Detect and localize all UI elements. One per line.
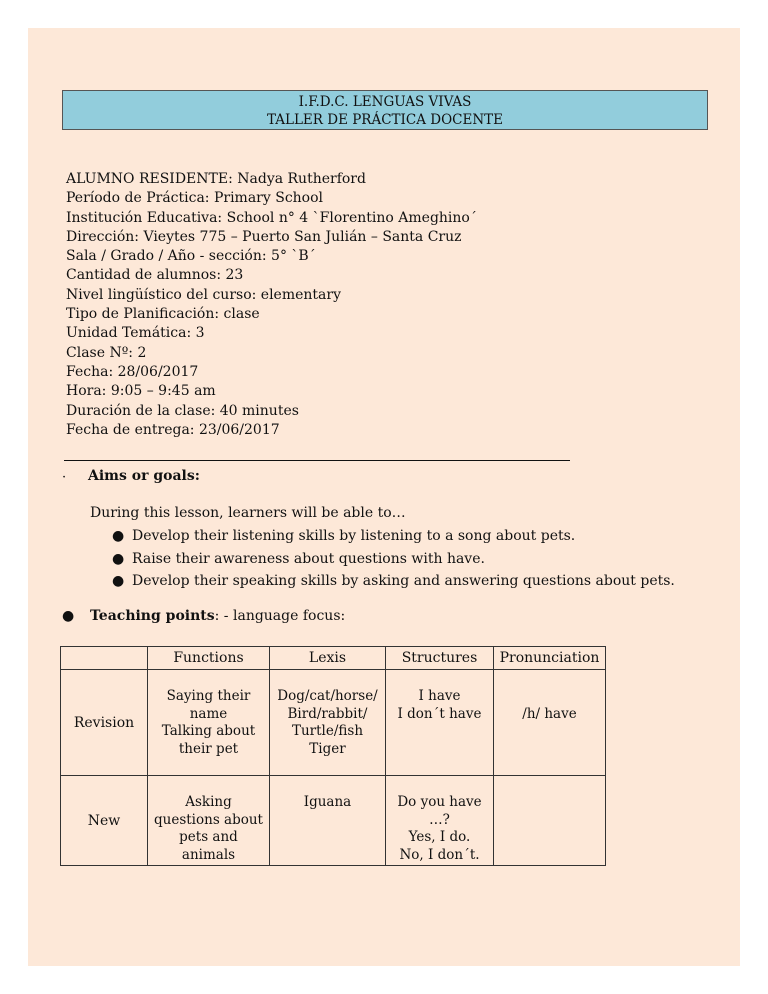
table-header-cell xyxy=(61,647,148,670)
info-line: Fecha: 28/06/2017 xyxy=(66,363,199,380)
info-line: Duración de la clase: 40 minutes xyxy=(66,402,299,419)
table-cell: Dog/cat/horse/ Bird/rabbit/ Turtle/fish Tiger xyxy=(270,670,386,776)
language-focus-table xyxy=(60,646,606,866)
table-cell: /h/ have xyxy=(494,670,606,776)
info-line: Período de Práctica: Primary School xyxy=(66,190,324,207)
table-row xyxy=(61,776,606,866)
table-cell: Saying their name Talking about their pet xyxy=(148,670,270,776)
row-label: New xyxy=(61,776,148,866)
table-header-cell: Functions xyxy=(148,647,270,670)
info-line: Unidad Temática: 3 xyxy=(66,325,205,342)
bullet-icon: ● xyxy=(112,573,125,589)
aim-item: ● Develop their listening skills by listening to a song about pets. xyxy=(112,525,675,548)
aims-list xyxy=(112,525,675,593)
table-row xyxy=(61,670,606,776)
bullet-icon: ● xyxy=(62,608,75,624)
table-cell: Iguana xyxy=(270,776,386,866)
bullet-icon: ● xyxy=(112,550,125,567)
teaching-points-focus: : - language focus: xyxy=(214,608,346,624)
institution-name: I.F.D.C. LENGUAS VIVAS xyxy=(298,94,472,110)
horizontal-rule xyxy=(64,460,570,461)
table-cell: I have I don´t have xyxy=(386,670,494,776)
info-line: ALUMNO RESIDENTE: Nadya Rutherford xyxy=(66,171,366,187)
row-label: Revision xyxy=(61,670,148,776)
info-line: Nivel lingüístico del curso: elementary xyxy=(66,286,341,303)
aims-intro: During this lesson, learners will be able to… xyxy=(90,505,406,521)
table-header-cell: Pronunciation xyxy=(494,647,606,670)
table-cell: Asking questions about pets and animals xyxy=(148,776,270,866)
teaching-points-line xyxy=(62,608,345,624)
table-header-row xyxy=(61,647,606,670)
info-line: Fecha de entrega: 23/06/2017 xyxy=(66,421,280,438)
bullet-icon: ● xyxy=(112,528,125,544)
info-line: Dirección: Vieytes 775 – Puerto San Julián – Santa Cruz xyxy=(66,228,462,245)
aim-item: ● Raise their awareness about questions with have. xyxy=(112,548,675,571)
aim-item: ● Develop their speaking skills by asking and answering questions about pets. xyxy=(112,570,675,593)
lesson-info-block xyxy=(66,170,477,440)
info-line: Institución Educativa: School n° 4 `Florentino Ameghino´ xyxy=(66,209,477,226)
aims-heading: Aims or goals: xyxy=(88,468,200,484)
teaching-points-label: Teaching points xyxy=(90,608,215,624)
info-line: Hora: 9:05 – 9:45 am xyxy=(66,383,216,400)
table-header-cell: Structures xyxy=(386,647,494,670)
info-line: Sala / Grado / Año - sección: 5° `B´ xyxy=(66,248,316,265)
workshop-name: TALLER DE PRÁCTICA DOCENTE xyxy=(266,112,503,128)
aims-bullet: · xyxy=(62,470,67,485)
institution-header xyxy=(62,90,708,130)
table-cell xyxy=(494,776,606,866)
table-header-cell: Lexis xyxy=(270,647,386,670)
info-line: Tipo de Planificación: clase xyxy=(66,306,260,323)
info-line: Cantidad de alumnos: 23 xyxy=(66,267,244,284)
info-line: Clase Nº: 2 xyxy=(66,344,147,361)
table-cell: Do you have …? Yes, I do. No, I don´t. xyxy=(386,776,494,866)
